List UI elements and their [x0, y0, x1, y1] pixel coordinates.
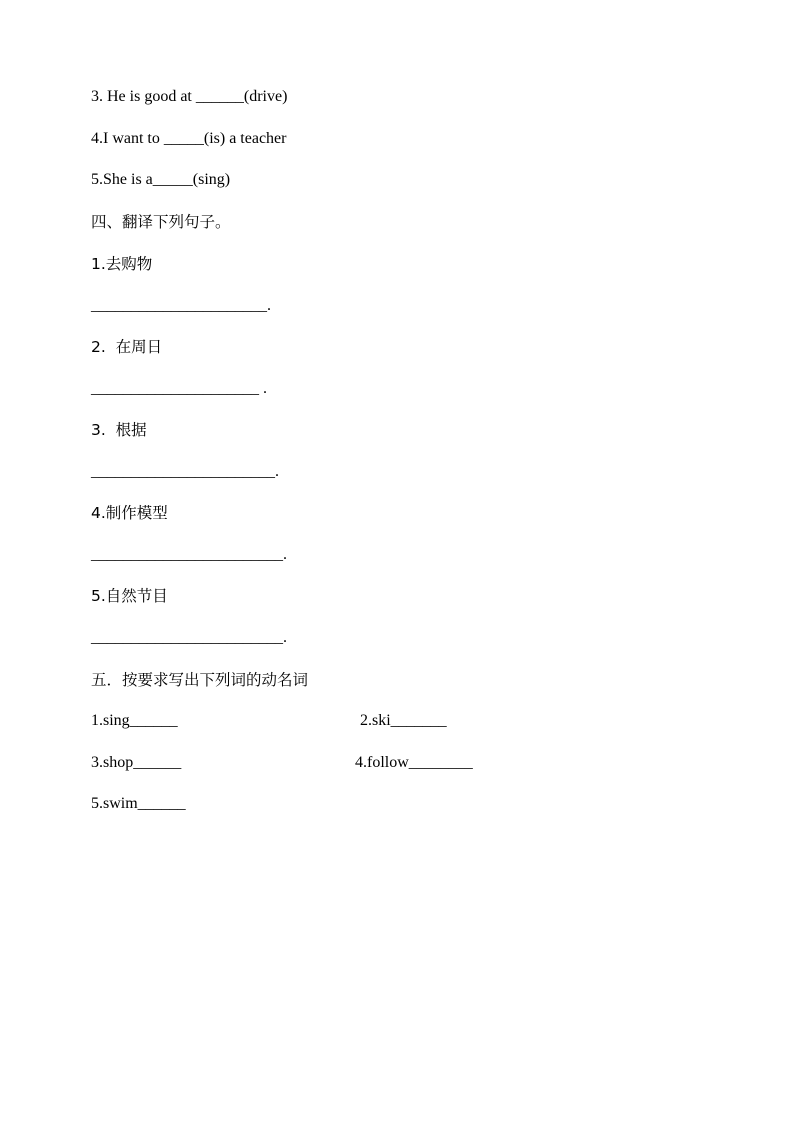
translate-answer-line-3: _______________________. [91, 463, 279, 480]
gerund-item-2: 2.ski_______ [360, 712, 447, 729]
translate-prompt-3: 3. 根据 [91, 421, 147, 439]
fill-blank-item-5: 5.She is a_____(sing) [91, 171, 231, 188]
section-5-heading: 五．按要求写出下列词的动名词 [91, 671, 309, 689]
fill-blank-item-4: 4.I want to _____(is) a teacher [91, 130, 287, 147]
gerund-item-4: 4.follow________ [355, 754, 473, 771]
gerund-item-1: 1.sing______ [91, 712, 178, 729]
translate-prompt-4: 4.制作模型 [91, 504, 168, 522]
translate-answer-line-2: _____________________ . [91, 380, 267, 397]
gerund-item-3: 3.shop______ [91, 754, 182, 771]
section-4-heading: 四、翻译下列句子。 [91, 213, 231, 231]
translate-answer-line-4: ________________________. [91, 546, 287, 563]
translate-prompt-2: 2. 在周日 [91, 338, 163, 356]
translate-answer-line-1: ______________________. [91, 297, 271, 314]
translate-answer-line-5: ________________________. [91, 629, 287, 646]
translate-prompt-1: 1.去购物 [91, 255, 153, 273]
fill-blank-item-3: 3. He is good at ______(drive) [91, 88, 288, 105]
gerund-item-5: 5.swim______ [91, 795, 186, 812]
translate-prompt-5: 5.自然节目 [91, 587, 168, 605]
